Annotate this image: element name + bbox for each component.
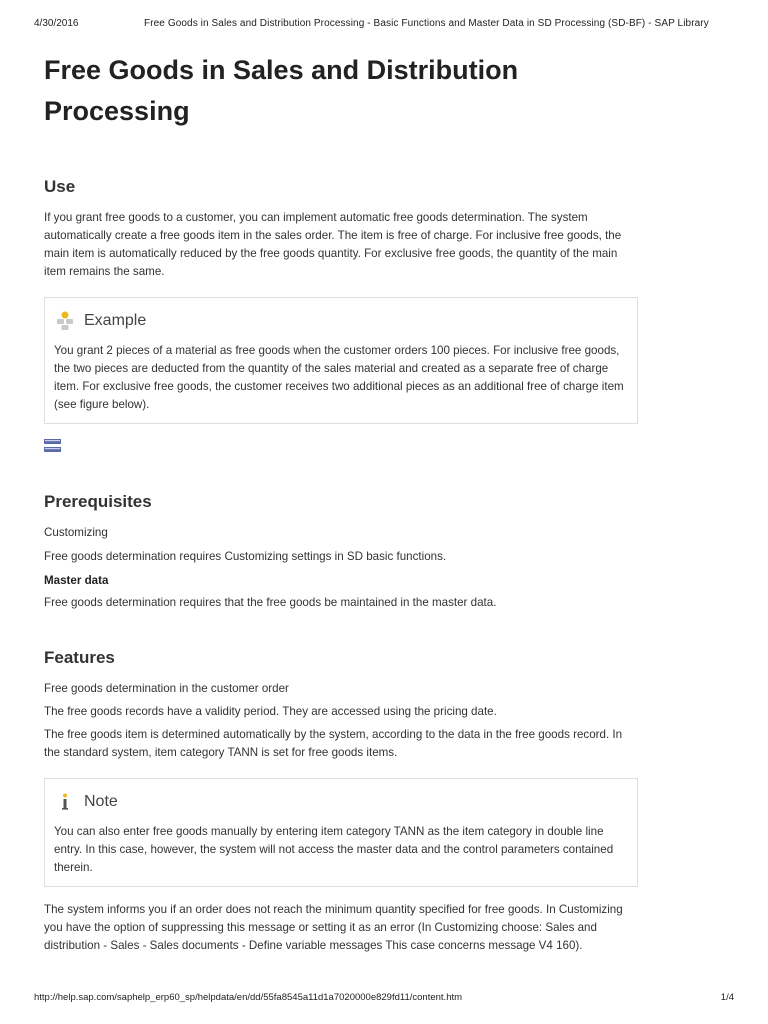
article <box>44 50 638 955</box>
features-line-2: The free goods records have a validity period. They are accessed using the pricing date. <box>44 705 497 718</box>
print-document-title: Free Goods in Sales and Distribution Processing - Basic Functions and Master Data in SD Processing (SD-BF) - SAP Library <box>144 18 709 29</box>
note-box <box>44 778 638 887</box>
page-title: Free Goods in Sales and Distribution Processing <box>44 55 519 126</box>
use-text: If you grant free goods to a customer, you can implement automatic free goods determination. The system automatically create a free goods item in the sales order. The item is free of charge. For inclusive free goods, the main item is automatically reduced by the free goods quantity. For exclusive free goods, the quantity of the main item remains the same. <box>44 211 622 278</box>
figure[interactable] <box>44 438 638 454</box>
example-text: You grant 2 pieces of a material as free goods when the customer orders 100 pieces. For inclusive free goods, the two pieces are deducted from the quantity of the sales material and created as a separate free of charge item. For exclusive free goods, the customer receives two additional pieces as an additional free of charge item (see figure below). <box>54 344 624 411</box>
master-data-label: Master data <box>44 574 109 587</box>
use-heading: Use <box>44 177 76 196</box>
note-label: Note <box>84 793 118 810</box>
print-url: http://help.sap.com/saphelp_erp60_sp/helpdata/en/dd/55fa8545a11d1a7020000e829fd11/content.htm <box>34 992 463 1003</box>
example-box <box>44 297 638 424</box>
print-date: 4/30/2016 <box>34 18 79 29</box>
prerequisites-heading: Prerequisites <box>44 492 152 511</box>
closing-text: The system informs you if an order does not reach the minimum quantity specified for free goods. In Customizing you have the option of suppressing this message or setting it as an error (In Customizing choose: Sales and distribution - Sales - Sales documents - Define variable messages This case concerns message V4 160). <box>44 903 623 952</box>
features-line-1: Free goods determination in the customer order <box>44 682 289 695</box>
features-line-3: The free goods item is determined automatically by the system, according to the data in the free goods record. In the standard system, item category TANN is set for free goods items. <box>44 728 623 759</box>
example-box-header <box>54 308 628 334</box>
note-text: You can also enter free goods manually by entering item category TANN as the item category in double line entry. In this case, however, the system will not access the master data and the control parameters contained therein. <box>54 825 614 874</box>
note-box-header <box>54 789 628 815</box>
example-label: Example <box>84 312 147 329</box>
customizing-label: Customizing <box>44 526 108 539</box>
customizing-text: Free goods determination requires Customizing settings in SD basic functions. <box>44 550 447 563</box>
page-number: 1/4 <box>720 992 734 1003</box>
master-data-text: Free goods determination requires that the free goods be maintained in the master data. <box>44 596 497 609</box>
info-icon <box>54 791 76 813</box>
figure-image-icon[interactable] <box>44 438 62 454</box>
features-heading: Features <box>44 648 115 667</box>
example-icon <box>54 310 76 332</box>
